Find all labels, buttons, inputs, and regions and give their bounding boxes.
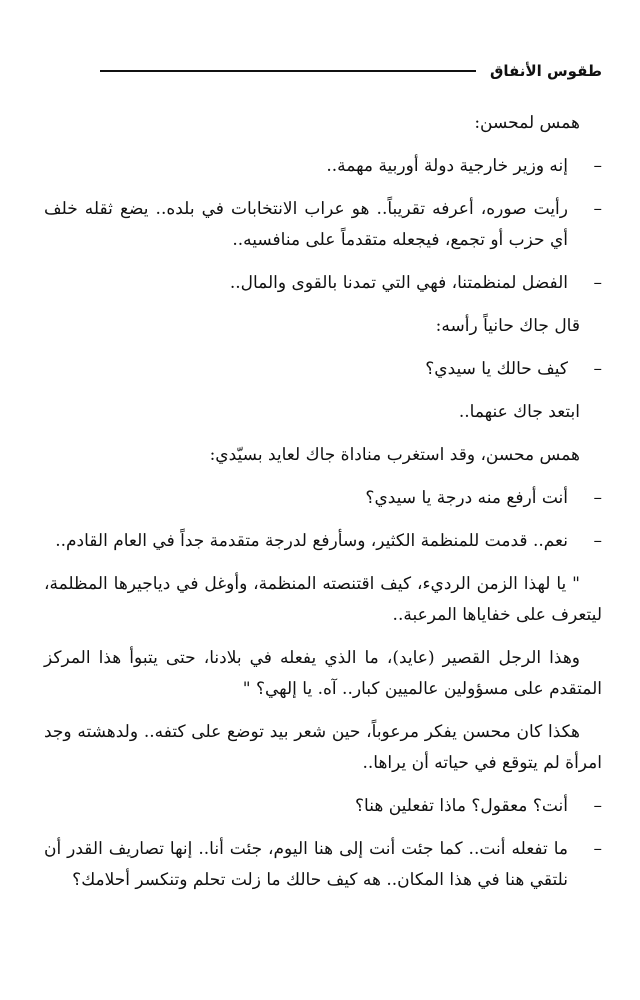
- dialogue-dash: –: [593, 199, 602, 219]
- dialogue-dash: –: [593, 359, 602, 379]
- dialogue-text: أنت؟ معقول؟ ماذا تفعلين هنا؟: [355, 796, 568, 816]
- dialogue-text: أنت أرفع منه درجة يا سيدي؟: [365, 488, 568, 508]
- header-title: طقوس الأنفاق: [489, 62, 602, 80]
- dialogue-line: [44, 354, 602, 385]
- header-rule: [100, 70, 476, 72]
- narration-paragraph: همس محسن، وقد استغرب مناداة جاك لعايد بسيّدي:: [209, 445, 580, 465]
- dialogue-dash: –: [593, 488, 602, 508]
- narration-paragraph: ابتعد جاك عنهما..: [458, 402, 580, 422]
- dialogue-line: [44, 834, 602, 896]
- dialogue-line: [44, 526, 602, 557]
- dialogue-line: [44, 151, 602, 182]
- dialogue-line: [44, 791, 602, 822]
- page-body: [44, 108, 602, 908]
- dialogue-text: الفضل لمنظمتنا، فهي التي تمدنا بالقوى والمال..: [229, 273, 568, 293]
- dialogue-line: [44, 194, 602, 256]
- dialogue-line: [44, 483, 602, 514]
- dialogue-dash: –: [593, 796, 602, 816]
- narration-paragraph: قال جاك حانياً رأسه:: [435, 316, 580, 336]
- indented-paragraph: هكذا كان محسن يفكر مرعوباً، حين شعر بيد توضع على كتفه.. ولدهشته وجد امرأة لم يتوقع في حياته أن يراها..: [44, 722, 602, 773]
- dialogue-text: ما تفعله أنت.. كما جئت أنت إلى هنا اليوم، جئت أنا.. إنها تصاريف القدر أن نلتقي هنا في هذا المكان.. هه كيف حالك ما زلت تحلم وتنكسر أحلامك؟: [44, 839, 568, 890]
- dialogue-dash: –: [593, 156, 602, 176]
- dialogue-line: [44, 268, 602, 299]
- indented-paragraph: " يا لهذا الزمن الرديء، كيف اقتنصته المنظمة، وأوغل في دياجيرها المظلمة، ليتعرف على خفاياها المرعبة..: [44, 574, 602, 625]
- narration-paragraph: همس لمحسن:: [474, 113, 580, 133]
- dialogue-dash: –: [593, 839, 602, 859]
- dialogue-dash: –: [593, 531, 602, 551]
- indented-paragraph: وهذا الرجل القصير (عايد)، ما الذي يفعله في بلادنا، حتى يتبوأ هذا المركز المتقدم على مسؤولين عالميين كبار.. آه. يا إلهي؟ ": [44, 648, 602, 699]
- dialogue-text: نعم.. قدمت للمنظمة الكثير، وسأرفع لدرجة متقدمة جداً في العام القادم..: [55, 531, 568, 551]
- dialogue-text: كيف حالك يا سيدي؟: [425, 359, 568, 379]
- dialogue-text: رأيت صوره، أعرفه تقريباً.. هو عراب الانتخابات في بلده.. يضع ثقله خلف أي حزب أو تجمع، فيجعله متقدماً على منافسيه..: [44, 199, 568, 250]
- running-header: [100, 56, 602, 86]
- dialogue-dash: –: [593, 273, 602, 293]
- dialogue-text: إنه وزير خارجية دولة أوربية مهمة..: [326, 156, 568, 176]
